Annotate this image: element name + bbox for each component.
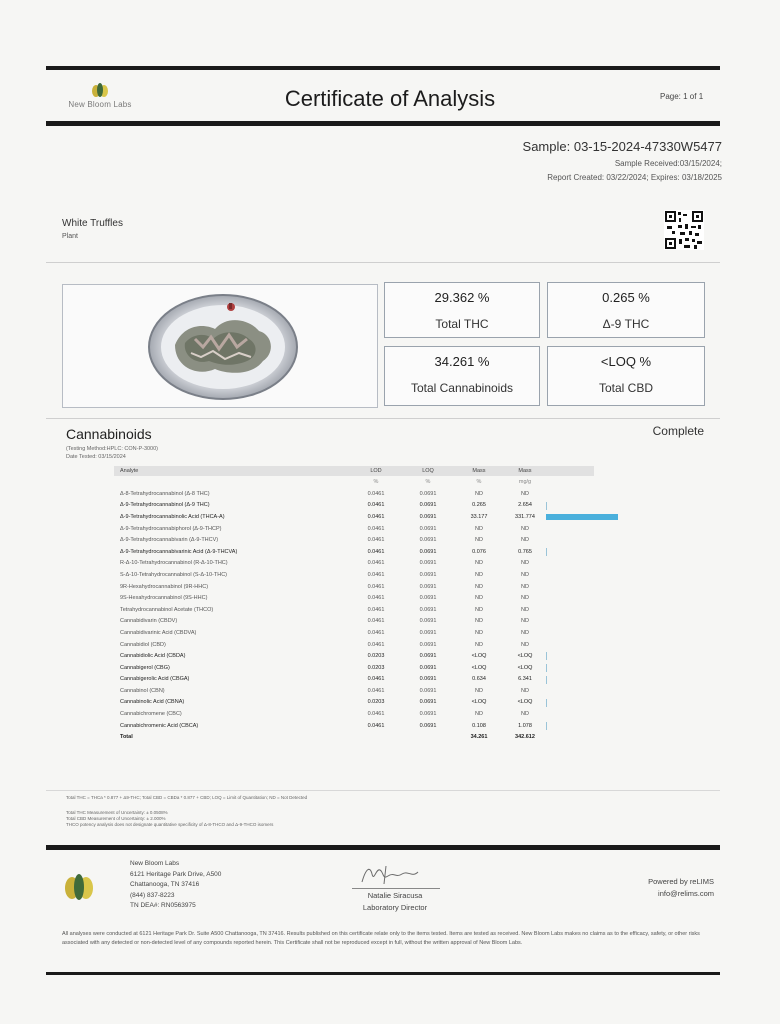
table-row: [114, 546, 594, 558]
concentration-tick: [546, 652, 547, 660]
header-rule: [46, 121, 720, 126]
mass-mg-value: ND: [521, 606, 529, 613]
mass-mg-value: 0.765: [518, 548, 532, 555]
loq-value: 0.0691: [419, 560, 437, 567]
lod-value: 0.0461: [367, 513, 385, 520]
analyte-name: Δ-8-Tetrahydrocannabinol (Δ-8 THC): [120, 490, 210, 497]
mass-pct-value: ND: [475, 525, 483, 532]
total-loq: [402, 731, 454, 743]
concentration-bar-cell: [546, 534, 594, 546]
divider: [46, 790, 720, 791]
contact-email[interactable]: info@relims.com: [658, 889, 714, 898]
concentration-bar-cell: [546, 639, 594, 651]
analyte-name: Δ-9-Tetrahydrocannabinolic Acid (THCA-A): [120, 513, 225, 520]
analyte-name: Cannabidivarinic Acid (CBDVA): [120, 629, 197, 636]
total-lod: [350, 731, 402, 743]
mass-mg-value: ND: [521, 583, 529, 590]
mass-pct-value: ND: [475, 583, 483, 590]
report-dates: Report Created: 03/22/2024; Expires: 03/18/2025: [547, 173, 722, 182]
table-row: [114, 708, 594, 720]
col-analyte: Analyte: [120, 468, 139, 474]
mass-mg-value: ND: [521, 571, 529, 578]
concentration-bar-cell: [546, 558, 594, 570]
table-row: [114, 569, 594, 581]
mass-mg-value: ND: [521, 618, 529, 625]
mass-mg-value: ND: [521, 525, 529, 532]
analyte-name: Tetrahydrocannabinol Acetate (THCO): [120, 606, 214, 613]
lod-value: 0.0461: [367, 583, 385, 590]
mass-pct-value: 33.177: [470, 513, 488, 520]
summary-value: 34.261 %: [434, 354, 490, 369]
mass-mg-value: 6.341: [518, 676, 532, 683]
mass-pct-value: ND: [475, 560, 483, 567]
lab-name: New Bloom Labs: [130, 860, 180, 867]
loq-value: 0.0691: [419, 537, 437, 544]
mass-mg-value: <LOQ: [517, 664, 533, 671]
loq-value: 0.0691: [419, 583, 437, 590]
mass-mg-value: ND: [521, 711, 529, 718]
signer-name: Natalie Siracusa: [367, 891, 423, 900]
table-units-row: [114, 476, 594, 488]
mass-pct-value: ND: [475, 537, 483, 544]
col-lod: LOD: [370, 468, 382, 474]
analyte-name: Cannabigerol (CBG): [120, 664, 170, 671]
concentration-bar-cell: [546, 720, 594, 732]
concentration-bar-cell: [546, 708, 594, 720]
page-number: Page: 1 of 1: [660, 92, 704, 101]
logo-text: New Bloom Labs: [68, 100, 132, 109]
concentration-tick: [546, 548, 547, 556]
concentration-bar-cell: [546, 592, 594, 604]
analyte-name: Δ-9-Tetrahydrocannabiphorol (Δ-9-THCP): [120, 525, 222, 532]
lod-value: 0.0203: [367, 653, 385, 660]
loq-value: 0.0691: [419, 687, 437, 694]
mass-pct-value: 0.634: [472, 676, 486, 683]
loq-value: 0.0691: [419, 513, 437, 520]
summary-label: Total THC: [435, 317, 489, 331]
mass-pct-value: ND: [475, 606, 483, 613]
concentration-bar-cell: [546, 488, 594, 500]
analyte-name: Δ-9-Tetrahydrocannabinol (Δ-9 THC): [120, 502, 210, 509]
concentration-bar-cell: [546, 581, 594, 593]
summary-value: 29.362 %: [434, 290, 490, 305]
analyte-name: Cannabinolic Acid (CBNA): [120, 699, 185, 706]
summary-label: Total Cannabinoids: [410, 381, 514, 395]
mass-mg-value: ND: [521, 629, 529, 636]
table-row: [114, 650, 594, 662]
analyte-name: Cannabidivarin (CBDV): [120, 618, 178, 625]
lod-value: 0.0461: [367, 502, 385, 509]
loq-value: 0.0691: [419, 502, 437, 509]
concentration-bar-cell: [546, 523, 594, 535]
product-info: [62, 218, 123, 240]
product-photo: [63, 285, 379, 409]
concentration-tick: [546, 676, 547, 684]
mass-mg-value: 1.078: [518, 722, 532, 729]
concentration-bar-cell: [546, 650, 594, 662]
mass-mg-value: 331.774: [515, 513, 535, 520]
mass-pct-value: ND: [475, 490, 483, 497]
table-row: [114, 720, 594, 732]
loq-value: 0.0691: [419, 699, 437, 706]
table-row: [114, 592, 594, 604]
loq-value: 0.0691: [419, 618, 437, 625]
analyte-name: 9S-Hexahydrocannabinol (9S-HHC): [120, 595, 208, 602]
summary-value: 0.265 %: [602, 290, 650, 305]
signature-line: [352, 888, 440, 889]
table-row: [114, 581, 594, 593]
loq-value: 0.0691: [419, 664, 437, 671]
concentration-bar-cell: [546, 511, 594, 523]
concentration-tick: [546, 699, 547, 707]
analyte-name: Cannabidiolic Acid (CBDA): [120, 653, 186, 660]
product-image-frame: [62, 284, 378, 408]
loq-value: 0.0691: [419, 653, 437, 660]
mass-pct-value: ND: [475, 641, 483, 648]
table-header-row: [114, 466, 594, 476]
unit-mass-mg: mg/g: [518, 479, 532, 485]
divider: [46, 418, 720, 419]
col-bar: [546, 466, 594, 476]
unit-analyte: [114, 476, 350, 488]
lod-value: 0.0461: [367, 537, 385, 544]
lod-value: 0.0461: [367, 560, 385, 567]
analyte-name: Cannabichromenic Acid (CBCA): [120, 722, 199, 729]
lod-value: 0.0461: [367, 548, 385, 555]
mass-mg-value: ND: [521, 560, 529, 567]
analyte-name: Cannabidiol (CBD): [120, 641, 166, 648]
concentration-bar-cell: [546, 616, 594, 628]
section-title: Cannabinoids: [66, 426, 152, 442]
leaf-logo-icon: [62, 873, 96, 901]
table-row: [114, 627, 594, 639]
lab-dea: TN DEA#: RN0563975: [130, 902, 196, 910]
col-mass-pct: Mass: [472, 468, 486, 474]
concentration-bar-cell: [546, 627, 594, 639]
summary-card-total-thc: [384, 282, 540, 338]
col-loq: LOQ: [422, 468, 434, 474]
disclaimer: All analyses were conducted at 6121 Heritage Park Dr. Suite A500 Chattanooga, TN 37416. Results published on this certificate relate only to the items tested. Items are tested as received. New Bloom Labs makes no claims as to the efficacy, safety, or other risks associated with any detected or non-detected level of any compounds reported herein. This Certificate shall not be reproduced except in full, without the written approval of New Bloom Labs.: [62, 931, 700, 947]
concentration-bar-cell: [546, 697, 594, 709]
divider: [46, 262, 720, 263]
lod-value: 0.0461: [367, 606, 385, 613]
unit-loq: %: [425, 479, 431, 485]
loq-value: 0.0691: [419, 571, 437, 578]
lod-value: 0.0461: [367, 687, 385, 694]
analyte-name: S-Δ-10-Tetrahydrocannabinol (S-Δ-10-THC): [120, 571, 227, 578]
total-label: Total: [120, 734, 133, 741]
lod-value: 0.0461: [367, 618, 385, 625]
concentration-tick: [546, 502, 547, 510]
loq-value: 0.0691: [419, 722, 437, 729]
table-row: [114, 674, 594, 686]
lod-value: 0.0461: [367, 641, 385, 648]
lod-value: 0.0461: [367, 676, 385, 683]
sample-info: [523, 139, 722, 182]
unit-lod: %: [373, 479, 379, 485]
concentration-tick: [546, 722, 547, 730]
mass-pct-value: 0.076: [472, 548, 486, 555]
loq-value: 0.0691: [419, 629, 437, 636]
total-pct: 34.261: [470, 734, 488, 741]
summary-card-total-cannabinoids: [384, 346, 540, 406]
lab-phone: (844) 837-8223: [130, 891, 175, 899]
table-row: [114, 534, 594, 546]
product-name: White Truffles: [62, 218, 123, 229]
table-row: [114, 500, 594, 512]
summary-value: <LOQ %: [600, 354, 652, 369]
concentration-bar-cell: [546, 500, 594, 512]
analyte-name: 9R-Hexahydrocannabinol (9R-HHC): [120, 583, 209, 590]
loq-value: 0.0691: [419, 676, 437, 683]
lod-value: 0.0461: [367, 711, 385, 718]
mass-mg-value: ND: [521, 641, 529, 648]
table-row: [114, 639, 594, 651]
summary-card-total-cbd: [547, 346, 705, 406]
mass-pct-value: <LOQ: [471, 653, 487, 660]
address-line-2: Chattanooga, TN 37416: [130, 881, 200, 889]
summary-label: Total CBD: [598, 381, 654, 395]
table-row: [114, 488, 594, 500]
unit-bar: [546, 476, 594, 488]
mass-mg-value: <LOQ: [517, 653, 533, 660]
mass-pct-value: <LOQ: [471, 664, 487, 671]
summary-label: Δ-9 THC: [602, 317, 650, 331]
page-title: Certificate of Analysis: [284, 86, 496, 111]
loq-value: 0.0691: [419, 525, 437, 532]
uncertainty-thc: Total THC Measurement of Uncertainty: ± 0.0508%: [66, 810, 168, 815]
concentration-bar-cell: [546, 674, 594, 686]
mass-mg-value: 2.654: [518, 502, 532, 509]
mass-pct-value: ND: [475, 687, 483, 694]
table-total-row: [114, 731, 594, 743]
mass-mg-value: <LOQ: [517, 699, 533, 706]
table-row: [114, 604, 594, 616]
analyte-name: Δ-9-Tetrahydrocannabivarin (Δ-9-THCV): [120, 537, 219, 544]
col-mass-mg: Mass: [518, 468, 532, 474]
sample-id: Sample: 03-15-2024-47330W5477: [522, 139, 722, 154]
unit-mass-pct: %: [476, 479, 482, 485]
mass-pct-value: ND: [475, 571, 483, 578]
product-type: Plant: [62, 233, 78, 240]
concentration-bar-cell: [546, 685, 594, 697]
table-row: [114, 616, 594, 628]
lab-address: [130, 859, 221, 912]
analyte-name: Cannabinol (CBN): [120, 687, 165, 694]
sample-received: Sample Received:03/15/2024;: [614, 159, 722, 168]
table-body: [114, 488, 594, 743]
address-line-1: 6121 Heritage Park Drive, A500: [130, 870, 222, 878]
mass-pct-value: ND: [475, 618, 483, 625]
mass-pct-value: 0.108: [472, 722, 486, 729]
table-row: [114, 697, 594, 709]
mass-pct-value: 0.265: [472, 502, 486, 509]
mass-mg-value: ND: [521, 537, 529, 544]
concentration-bar: [546, 514, 618, 520]
loq-value: 0.0691: [419, 711, 437, 718]
legend-note: Total THC = THCa * 0.877 + Δ9-THC; Total CBD = CBDa * 0.877 + CBD; LOQ = Limit of Quantitation; ND = Not Detected: [66, 795, 308, 800]
loq-value: 0.0691: [419, 641, 437, 648]
bottom-rule: [46, 972, 720, 975]
loq-value: 0.0691: [419, 606, 437, 613]
analyte-name: Cannabichromene (CBC): [120, 711, 182, 718]
mass-pct-value: ND: [475, 595, 483, 602]
thco-note: THCO potency analysis does not designate quantitative specificity of Δ-8-THCO and Δ-9-THCO isomers: [66, 822, 274, 827]
concentration-bar-cell: [546, 569, 594, 581]
table-row: [114, 685, 594, 697]
mass-pct-value: ND: [475, 711, 483, 718]
mass-mg-value: ND: [521, 687, 529, 694]
total-mg: 342.612: [515, 734, 535, 741]
top-rule: [46, 66, 720, 70]
signer-role: Laboratory Director: [362, 903, 428, 912]
lod-value: 0.0203: [367, 699, 385, 706]
lod-value: 0.0461: [367, 629, 385, 636]
loq-value: 0.0691: [419, 548, 437, 555]
signature: [356, 862, 456, 888]
table-row: [114, 511, 594, 523]
mass-pct-value: ND: [475, 629, 483, 636]
mass-mg-value: ND: [521, 490, 529, 497]
summary-card-d9-thc: [547, 282, 705, 338]
qr-code-icon[interactable]: [664, 210, 704, 250]
mass-pct-value: <LOQ: [471, 699, 487, 706]
analyte-name: Δ-9-Tetrahydrocannabivarinic Acid (Δ-9-THCVA): [120, 548, 238, 555]
lod-value: 0.0203: [367, 664, 385, 671]
table-row: [114, 523, 594, 535]
concentration-tick: [546, 664, 547, 672]
powered-by-text: Powered by reLIMS: [648, 877, 714, 886]
total-bar: [546, 731, 594, 743]
status-badge: Complete: [652, 424, 704, 438]
concentration-bar-cell: [546, 604, 594, 616]
uncertainty-cbd: Total CBD Measurement of Uncertainty: ± 2.000%: [66, 816, 166, 821]
date-tested: Date Tested: 03/15/2024: [66, 454, 126, 460]
testing-method: (Testing Method:HPLC: CON-P-3000): [66, 446, 159, 452]
mass-mg-value: ND: [521, 595, 529, 602]
table-row: [114, 558, 594, 570]
lod-value: 0.0461: [367, 490, 385, 497]
lod-value: 0.0461: [367, 571, 385, 578]
table-row: [114, 662, 594, 674]
analyte-name: R-Δ-10-Tetrahydrocannabinol (R-Δ-10-THC): [120, 560, 228, 567]
lod-value: 0.0461: [367, 722, 385, 729]
powered-by: [648, 876, 714, 900]
concentration-bar-cell: [546, 662, 594, 674]
lod-value: 0.0461: [367, 525, 385, 532]
loq-value: 0.0691: [419, 595, 437, 602]
loq-value: 0.0691: [419, 490, 437, 497]
cannabinoid-table: [114, 466, 594, 743]
analyte-name: Cannabigerolic Acid (CBGA): [120, 676, 190, 683]
lod-value: 0.0461: [367, 595, 385, 602]
concentration-bar-cell: [546, 546, 594, 558]
footer-rule: [46, 845, 720, 850]
